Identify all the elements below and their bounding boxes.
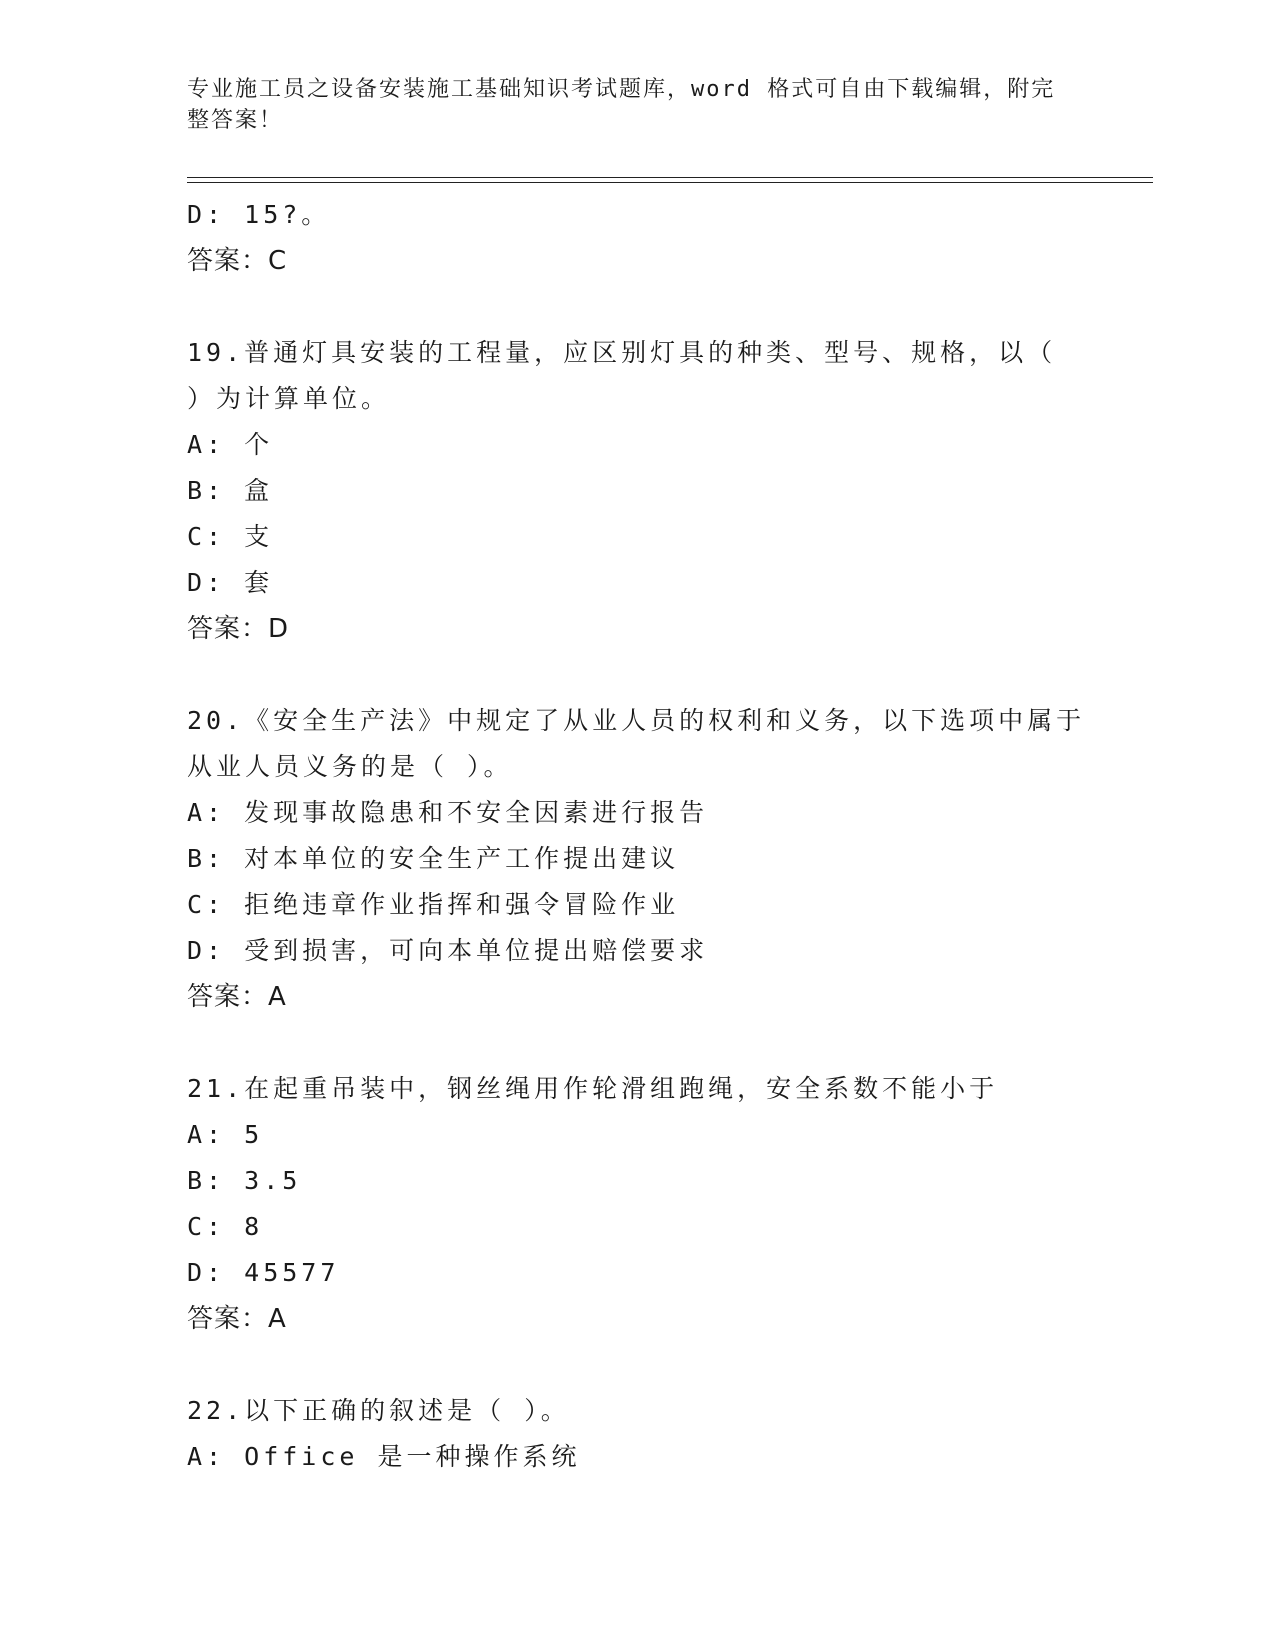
question-19-stem-continued: ）为计算单位。 <box>187 384 391 413</box>
question-19-stem: 19.普通灯具安装的工程量，应区别灯具的种类、型号、规格，以（ <box>187 338 1057 367</box>
question-21-option-d: D: 45577 <box>187 1258 340 1287</box>
document-header <box>187 74 1067 136</box>
question-19-answer: 答案：D <box>187 614 290 644</box>
question-21-option-b: B: 3.5 <box>187 1166 302 1195</box>
option-d: D: 15?。 <box>187 200 331 229</box>
question-22-option-a: A: Office 是一种操作系统 <box>187 1442 581 1471</box>
question-20-option-d: D: 受到损害，可向本单位提出赔偿要求 <box>187 936 709 965</box>
question-20-stem-continued: 从业人员义务的是（ ）。 <box>187 752 513 781</box>
question-list <box>187 192 1087 1480</box>
spacer <box>187 652 1087 698</box>
spacer <box>187 284 1087 330</box>
question-20-option-b: B: 对本单位的安全生产工作提出建议 <box>187 844 680 873</box>
answer: 答案：C <box>187 246 288 276</box>
question-21-answer: 答案：A <box>187 1304 287 1334</box>
question-20-answer: 答案：A <box>187 982 287 1012</box>
header-line-2: 整答案！ <box>187 108 284 133</box>
question-19-option-a: A: 个 <box>187 430 274 459</box>
question-19-option-c: C: 支 <box>187 522 274 551</box>
question-21-option-a: A: 5 <box>187 1120 264 1149</box>
question-20-option-c: C: 拒绝违章作业指挥和强令冒险作业 <box>187 890 680 919</box>
spacer <box>187 1342 1087 1388</box>
header-line-1: 专业施工员之设备安装施工基础知识考试题库，word 格式可自由下载编辑，附完 <box>187 77 1056 102</box>
spacer <box>187 1020 1087 1066</box>
question-22-stem: 22.以下正确的叙述是（ ）。 <box>187 1396 570 1425</box>
header-divider-top <box>187 177 1153 178</box>
question-21-stem: 21.在起重吊装中，钢丝绳用作轮滑组跑绳，安全系数不能小于 <box>187 1074 999 1103</box>
question-20-stem: 20.《安全生产法》中规定了从业人员的权利和义务，以下选项中属于 <box>187 706 1086 735</box>
question-21-option-c: C: 8 <box>187 1212 264 1241</box>
question-19-option-d: D: 套 <box>187 568 274 597</box>
question-19-option-b: B: 盒 <box>187 476 274 505</box>
question-20-option-a: A: 发现事故隐患和不安全因素进行报告 <box>187 798 709 827</box>
header-divider-bottom <box>187 182 1153 183</box>
